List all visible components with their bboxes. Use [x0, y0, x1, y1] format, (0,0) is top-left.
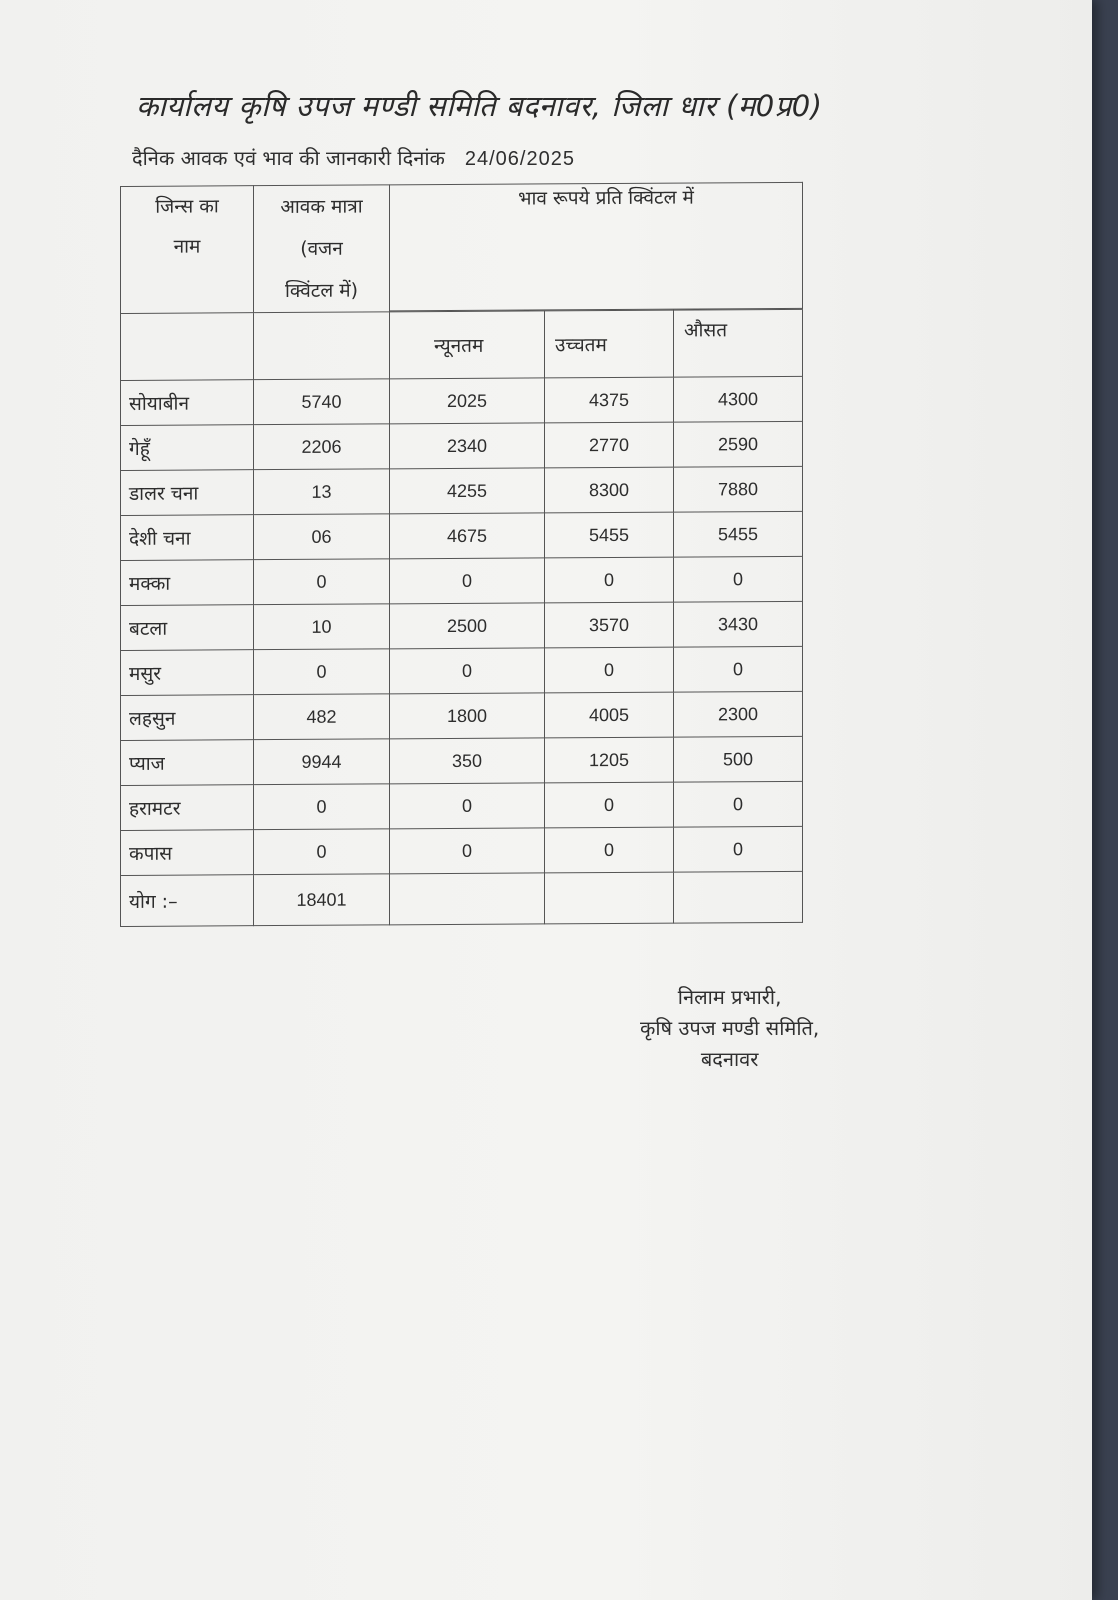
price-max: 5455 [545, 512, 674, 558]
commodity-name: मसुर [121, 650, 254, 696]
price-avg: 3430 [674, 601, 803, 647]
arrival-qty: 5740 [254, 379, 390, 425]
arrival-qty: 0 [254, 829, 390, 875]
price-avg: 500 [674, 736, 803, 782]
table-row [121, 376, 803, 425]
signature-line-place: बदनावर [700, 1047, 759, 1071]
table-row [121, 826, 803, 875]
table-row [121, 691, 803, 740]
price-avg: 7880 [674, 466, 803, 512]
commodity-name: कपास [121, 830, 254, 876]
price-max: 0 [545, 647, 674, 693]
price-table-wrapper [120, 182, 803, 927]
price-avg: 0 [674, 826, 803, 872]
table-row [121, 466, 803, 515]
subtitle-text: दैनिक आवक एवं भाव की जानकारी दिनांक [132, 146, 445, 170]
table-row [121, 601, 803, 650]
price-min: 0 [390, 648, 545, 694]
price-max: 8300 [545, 467, 674, 513]
commodity-name: गेहूँ [121, 425, 254, 471]
header-arrival-quantity: आवक मात्रा (वजन क्विंटल में) [254, 185, 390, 313]
commodity-name: हरामटर [121, 785, 254, 831]
total-empty-max [545, 872, 674, 924]
price-avg: 0 [674, 556, 803, 602]
price-max: 0 [545, 827, 674, 873]
price-min: 2500 [390, 603, 545, 649]
commodity-name: बटला [121, 605, 254, 651]
commodity-name: लहसुन [121, 695, 254, 741]
price-max: 3570 [545, 602, 674, 648]
arrival-qty: 9944 [254, 739, 390, 785]
table-row [121, 736, 803, 785]
subheader-empty-qty [254, 312, 390, 380]
total-qty: 18401 [254, 874, 390, 926]
price-min: 350 [390, 738, 545, 784]
table-row [121, 421, 803, 470]
total-row [121, 871, 803, 926]
price-table [120, 182, 803, 927]
price-avg: 2300 [674, 691, 803, 737]
table-row [121, 556, 803, 605]
price-avg: 2590 [674, 421, 803, 467]
commodity-name: मक्का [121, 560, 254, 606]
price-min: 0 [390, 783, 545, 829]
arrival-qty: 0 [254, 784, 390, 830]
arrival-qty: 10 [254, 604, 390, 650]
total-empty-avg [674, 871, 803, 923]
header-average: औसत [674, 309, 803, 377]
price-avg: 0 [674, 646, 803, 692]
arrival-qty: 2206 [254, 424, 390, 470]
price-avg: 0 [674, 781, 803, 827]
signature-block [640, 982, 819, 1075]
price-min: 4675 [390, 513, 545, 559]
price-max: 4005 [545, 692, 674, 738]
price-max: 4375 [545, 377, 674, 423]
total-empty-min [390, 873, 545, 925]
price-max: 2770 [545, 422, 674, 468]
header-minimum: न्यूनतम [390, 311, 545, 379]
signature-line-committee: कृषि उपज मण्डी समिति, [640, 1016, 820, 1040]
table-header-row [121, 182, 803, 312]
table-subheader-row [121, 309, 803, 380]
commodity-name: प्याज [121, 740, 254, 786]
report-subtitle [132, 144, 575, 171]
report-date: 24/06/2025 [464, 148, 575, 170]
price-min: 0 [390, 828, 545, 874]
price-min: 4255 [390, 468, 545, 514]
price-max: 0 [545, 557, 674, 603]
price-max: 0 [545, 782, 674, 828]
header-commodity-name: जिन्स का नाम [121, 186, 254, 314]
commodity-name: डालर चना [121, 470, 254, 516]
arrival-qty: 0 [254, 649, 390, 695]
table-row [121, 781, 803, 830]
price-min: 2340 [390, 423, 545, 469]
header-price-per-quintal: भाव रूपये प्रति क्विंटल में [390, 182, 803, 311]
office-title: कार्यालय कृषि उपज मण्डी समिति बदनावर, जिला धार (म0प्र0) [136, 89, 823, 123]
total-label: योग :– [121, 875, 254, 927]
price-avg: 5455 [674, 511, 803, 557]
header-maximum: उच्चतम [545, 310, 674, 378]
subheader-empty-name [121, 313, 254, 381]
commodity-name: सोयाबीन [121, 380, 254, 426]
commodity-name: देशी चना [121, 515, 254, 561]
table-row [121, 646, 803, 695]
arrival-qty: 0 [254, 559, 390, 605]
price-min: 1800 [390, 693, 545, 739]
price-min: 0 [390, 558, 545, 604]
arrival-qty: 06 [254, 514, 390, 560]
price-max: 1205 [545, 737, 674, 783]
arrival-qty: 482 [254, 694, 390, 740]
arrival-qty: 13 [254, 469, 390, 515]
price-min: 2025 [390, 378, 545, 424]
signature-line-title: निलाम प्रभारी, [677, 985, 782, 1009]
price-avg: 4300 [674, 376, 803, 422]
table-row [121, 511, 803, 560]
